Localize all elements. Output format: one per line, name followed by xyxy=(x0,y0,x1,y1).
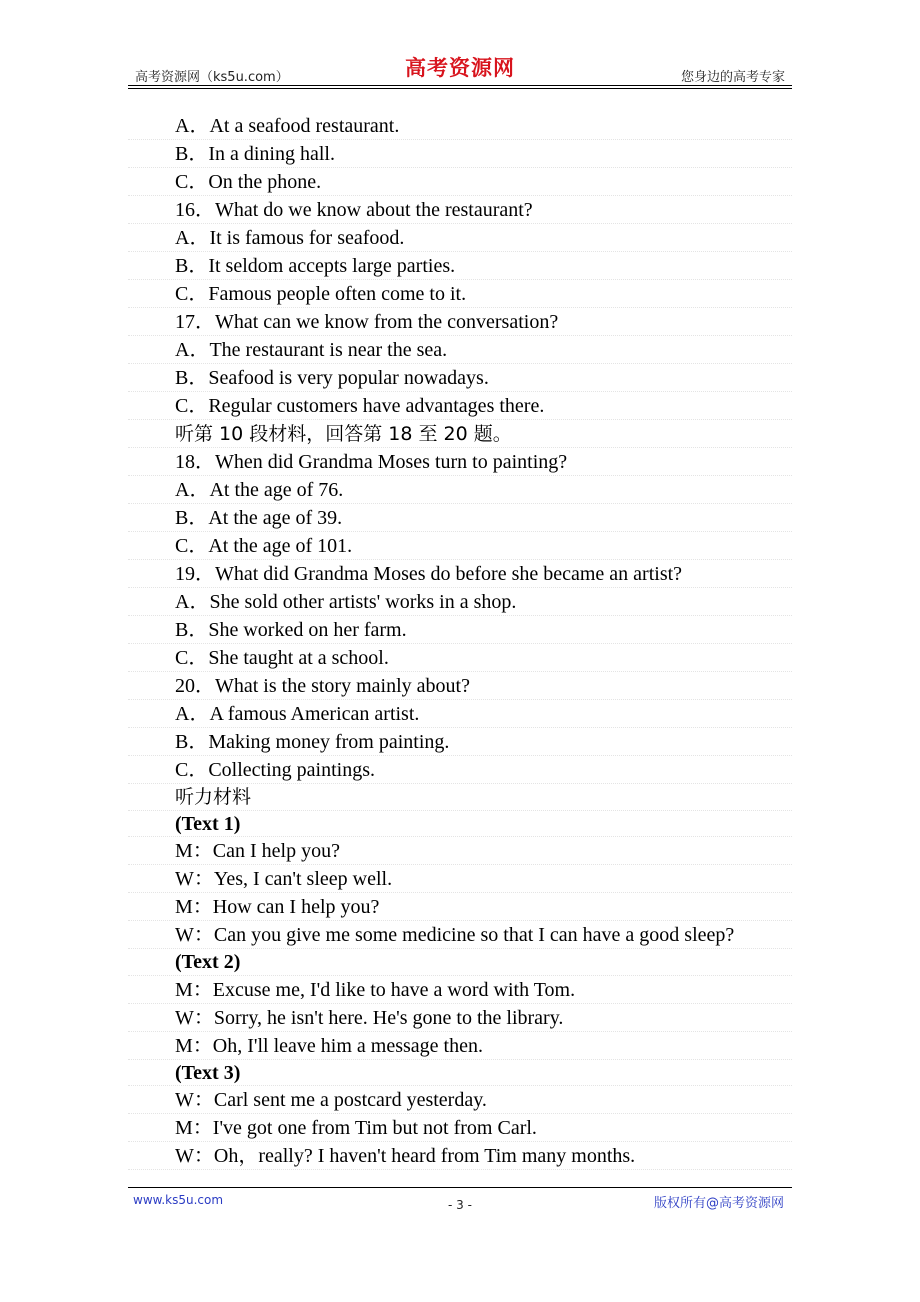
option-line: A．She sold other artists' works in a shop. xyxy=(128,588,792,616)
option-line: A．A famous American artist. xyxy=(128,700,792,728)
option-line: A．It is famous for seafood. xyxy=(128,224,792,252)
dialogue-line: M：I've got one from Tim but not from Carl. xyxy=(128,1114,792,1142)
dialogue-line: W：Yes, I can't sleep well. xyxy=(128,865,792,893)
question-line: 17．What can we know from the conversation? xyxy=(128,308,792,336)
text-heading: (Text 1) xyxy=(128,811,792,838)
header-logo: 高考资源网 xyxy=(405,55,515,80)
option-line: C．She taught at a school. xyxy=(128,644,792,672)
dialogue-line: M：How can I help you? xyxy=(128,893,792,921)
dialogue-line: W：Oh，really? I haven't heard from Tim many months. xyxy=(128,1142,792,1170)
question-line: 20．What is the story mainly about? xyxy=(128,672,792,700)
footer-rule xyxy=(128,1187,792,1188)
text-heading: (Text 3) xyxy=(128,1060,792,1087)
header-rule-double xyxy=(128,88,792,89)
page-body xyxy=(128,112,792,1170)
option-line: A．At the age of 76. xyxy=(128,476,792,504)
dialogue-line: M：Can I help you? xyxy=(128,837,792,865)
option-line: B．Making money from painting. xyxy=(128,728,792,756)
section-instruction: 听第 10 段材料，回答第 18 至 20 题。 xyxy=(128,420,792,448)
header-slogan: 您身边的高考专家 xyxy=(680,70,785,85)
text-heading: (Text 2) xyxy=(128,949,792,976)
dialogue-line: W：Can you give me some medicine so that I can have a good sleep? xyxy=(128,921,792,949)
option-line: B．It seldom accepts large parties. xyxy=(128,252,792,280)
option-line: C．On the phone. xyxy=(128,168,792,196)
option-line: B．In a dining hall. xyxy=(128,140,792,168)
dialogue-line: W：Sorry, he isn't here. He's gone to the library. xyxy=(128,1004,792,1032)
section-heading: 听力材料 xyxy=(128,784,792,811)
footer-site-link[interactable]: www.ks5u.com xyxy=(133,1193,224,1207)
dialogue-line: W：Carl sent me a postcard yesterday. xyxy=(128,1086,792,1114)
question-line: 16．What do we know about the restaurant? xyxy=(128,196,792,224)
option-line: B．At the age of 39. xyxy=(128,504,792,532)
option-line: A．The restaurant is near the sea. xyxy=(128,336,792,364)
question-line: 18．When did Grandma Moses turn to painting? xyxy=(128,448,792,476)
footer-copyright: 版权所有@高考资源网 xyxy=(653,1196,784,1211)
option-line: A．At a seafood restaurant. xyxy=(128,112,792,140)
dialogue-line: M：Excuse me, I'd like to have a word with Tom. xyxy=(128,976,792,1004)
dialogue-line: M：Oh, I'll leave him a message then. xyxy=(128,1032,792,1060)
option-line: C．Famous people often come to it. xyxy=(128,280,792,308)
option-line: B．Seafood is very popular nowadays. xyxy=(128,364,792,392)
header-site-name: 高考资源网（ks5u.com） xyxy=(135,70,289,85)
option-line: C．Collecting paintings. xyxy=(128,756,792,784)
option-line: C．At the age of 101. xyxy=(128,532,792,560)
header-rule xyxy=(128,85,792,86)
page-number: - 3 - xyxy=(448,1198,472,1212)
option-line: B．She worked on her farm. xyxy=(128,616,792,644)
option-line: C．Regular customers have advantages there. xyxy=(128,392,792,420)
question-line: 19．What did Grandma Moses do before she became an artist? xyxy=(128,560,792,588)
